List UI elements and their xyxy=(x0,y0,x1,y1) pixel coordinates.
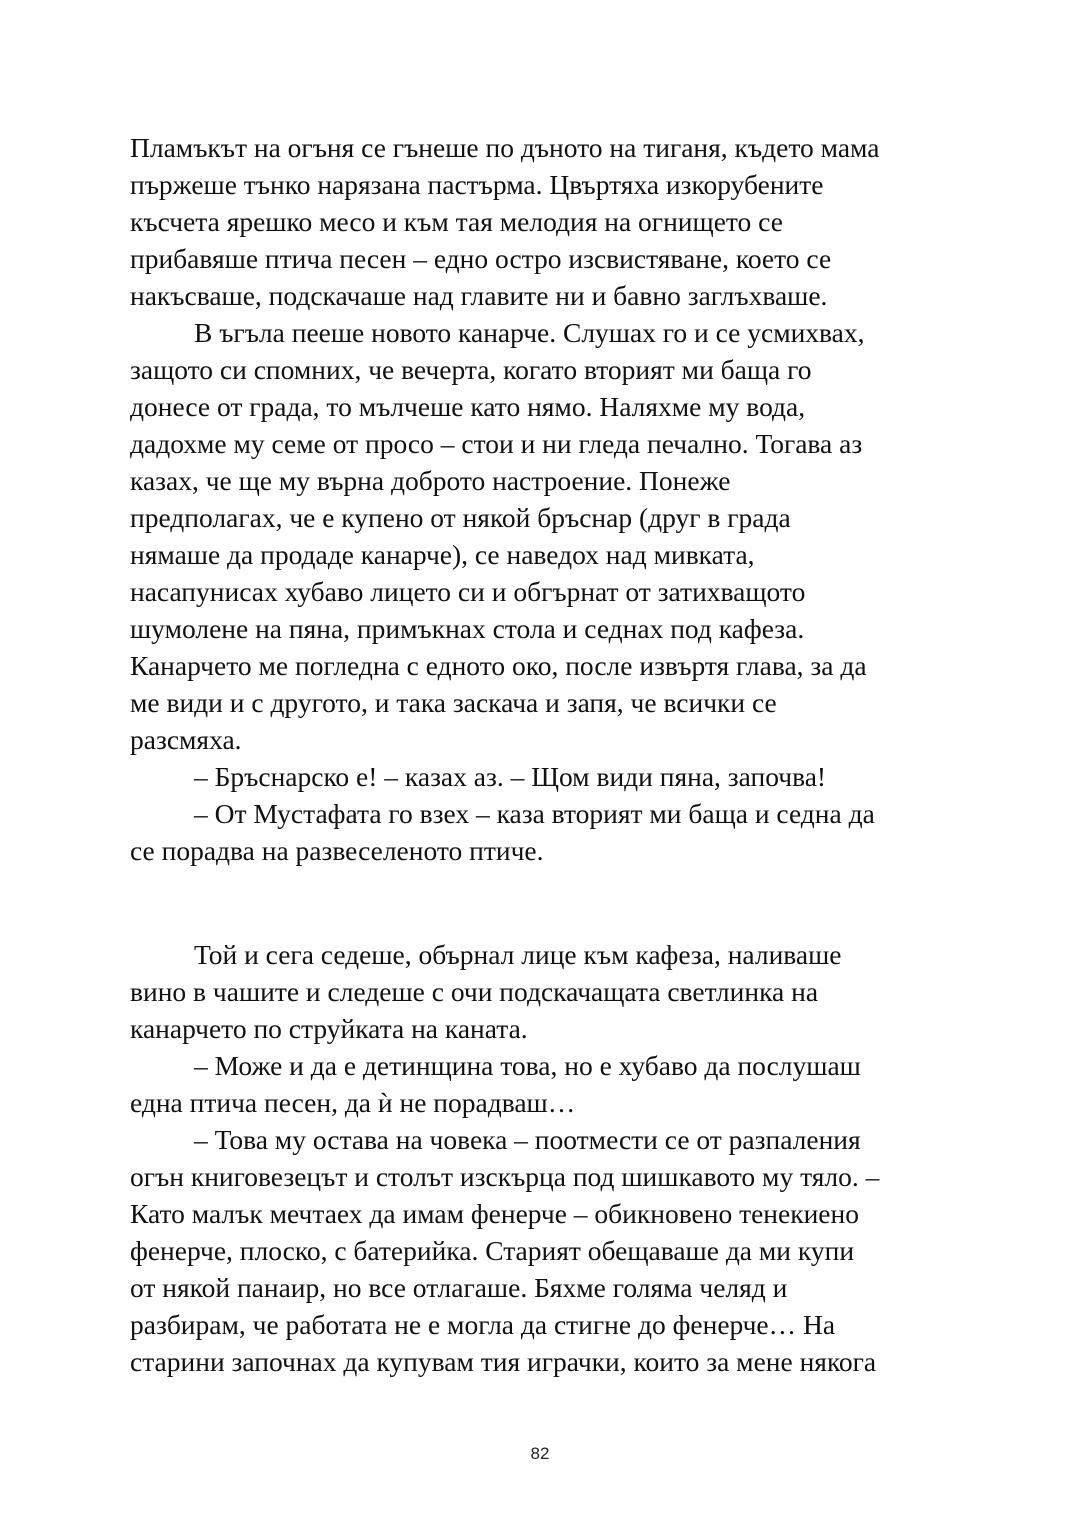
text-line: вино в чашите и следеше с очи подскачащата светлинка на xyxy=(130,976,819,1007)
text-line: канарчето по струйката на каната. xyxy=(130,1013,528,1044)
text-block-1 xyxy=(130,129,960,869)
text-line: – Може и да е детинщина това, но е хубаво да послушаш xyxy=(194,1050,861,1081)
text-line: В ъгъла пееше новото канарче. Слушах го и се усмихвах, xyxy=(194,317,865,348)
text-line: прибавяше птича песен – едно остро изсвистяване, което се xyxy=(130,243,832,274)
text-line: Той и сега седеше, обърнал лице към кафеза, наливаше xyxy=(194,939,842,970)
text-line: Канарчето ме погледна с едното око, после извъртя глава, за да xyxy=(130,650,867,681)
text-line: дадохме му семе от просо – стои и ни гледа печално. Тогава аз xyxy=(130,428,863,459)
text-line: фенерче, плоско, с батерийка. Старият обещаваше да ми купи xyxy=(130,1235,855,1266)
text-line: от някой панаир, но все отлагаше. Бяхме голяма челяд и xyxy=(130,1272,788,1303)
text-line: старини започнах да купувам тия играчки, които за мене някога xyxy=(130,1346,877,1377)
text-line: казах, че ще му върна доброто настроение. Понеже xyxy=(130,465,731,496)
text-line: разбирам, че работата не е могла да стигне до фенерче… На xyxy=(130,1309,836,1340)
text-line: Като малък мечтаех да имам фенерче – обикновено тенекиено xyxy=(130,1198,859,1229)
text-line: една птича песен, да ѝ не порадваш… xyxy=(130,1087,576,1118)
text-line: – Това му остава на човека – поотмести се от разпаления xyxy=(194,1124,861,1155)
text-line: огън книговезецът и столът изскърца под шишкавото му тяло. – xyxy=(130,1161,880,1192)
text-line: късчета ярешко месо и към тая мелодия на огнището се xyxy=(130,206,783,237)
text-line: – Бръснарско е! – казах аз. – Щом види пяна, започва! xyxy=(194,761,827,792)
text-line: нямаше да продаде канарче), се наведох над мивката, xyxy=(130,539,755,570)
text-line: защото си спомних, че вечерта, когато вторият ми баща го xyxy=(130,354,812,385)
text-line: донесе от града, то мълчеше като нямо. Наляхме му вода, xyxy=(130,391,806,422)
page-number: 82 xyxy=(530,1444,550,1463)
text-line: предполагах, че е купено от някой бръснар (друг в града xyxy=(130,502,791,533)
text-line: – От Мустафата го взех – каза вторият ми баща и седна да xyxy=(194,798,875,829)
text-line: се порадва на развеселеното птиче. xyxy=(130,835,544,866)
text-line: пържеше тънко нарязана пастърма. Цвъртяха изкорубените xyxy=(130,169,824,200)
text-line: шумолене на пяна, примъкнах стола и седнах под кафеза. xyxy=(130,613,805,644)
text-line: насапунисах хубаво лицето си и обгърнат от затихващото xyxy=(130,576,806,607)
text-line: разсмяха. xyxy=(130,724,242,755)
text-block-2 xyxy=(130,936,960,1380)
text-line: Пламъкът на огъня се гънеше по дъното на тиганя, където мама xyxy=(130,132,880,163)
text-line: ме види и с другото, и така заскача и запя, че всички се xyxy=(130,687,777,718)
text-line: накъсваше, подскачаше над главите ни и бавно заглъхваше. xyxy=(130,280,828,311)
